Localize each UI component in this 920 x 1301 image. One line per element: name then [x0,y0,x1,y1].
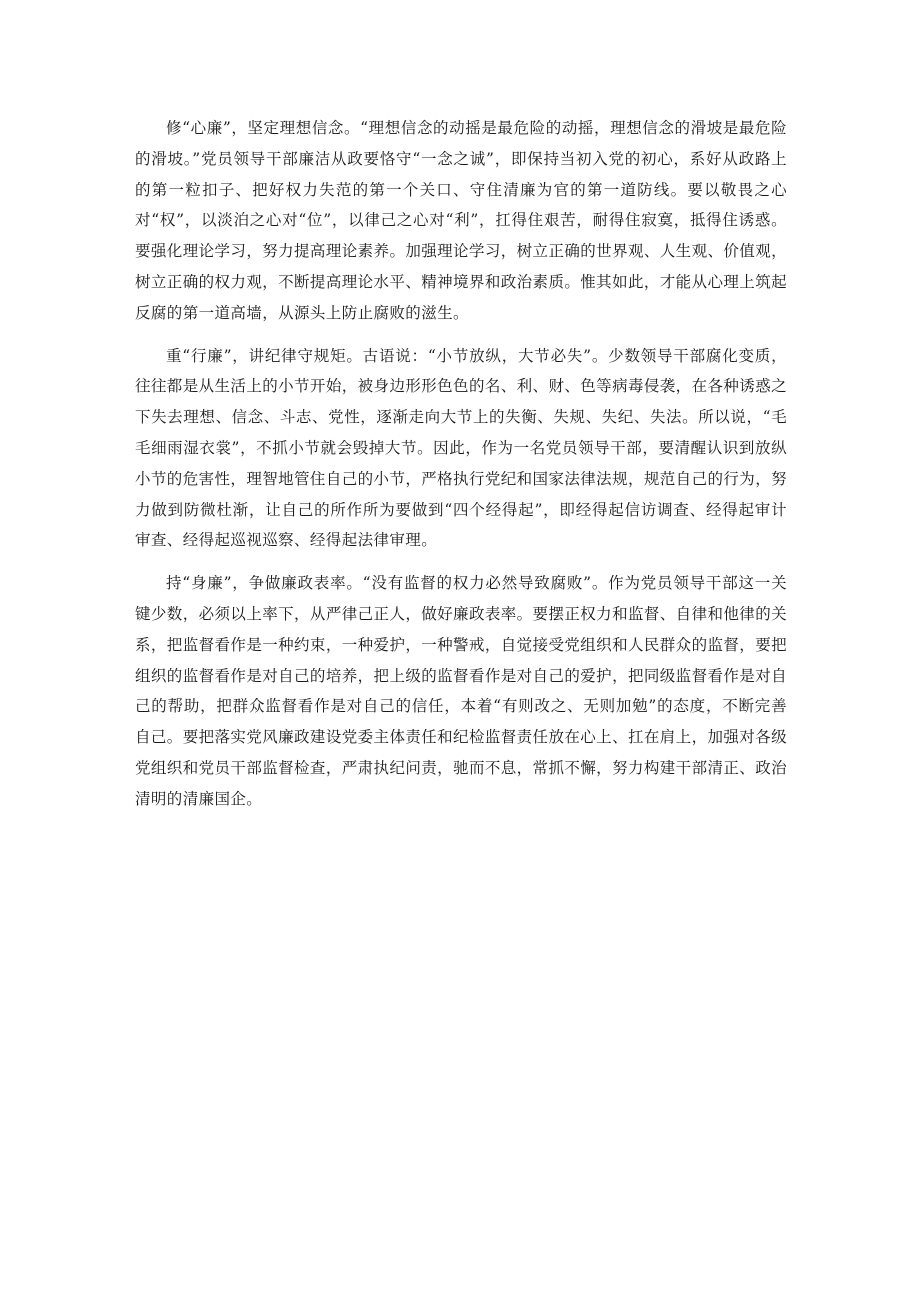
paragraph-shen-lian: 持“身廉”，争做廉政表率。“没有监督的权力必然导致腐败”。作为党员领导干部这一关键少数，必须以上率下，从严律己正人，做好廉政表率。要摆正权力和监督、自律和他律的关系，把监督看作是一种约束，一种爱护，一种警戒，自觉接受党组织和人民群众的监督，要把组织的监督看作是对自己的培养，把上级的监督看作是对自己的爱护，把同级监督看作是对自己的帮助，把群众监督看作是对自己的信任，本着“有则改之、无则加勉”的态度，不断完善自己。要把落实党风廉政建设党委主体责任和纪检监督责任放在心上、扛在肩上，加强对各级党组织和党员干部监督检查，严肃执纪问责，驰而不息，常抓不懈，努力构建干部清正、政治清明的清廉国企。 [135,574,787,808]
paragraph-xin-lian: 修“心廉”，坚定理想信念。“理想信念的动摇是最危险的动摇，理想信念的滑坡是最危险的滑坡。”党员领导干部廉洁从政要恪守“一念之诚”，即保持当初入党的初心，系好从政路上的第一粒扣子、把好权力失范的第一个关口、守住清廉为官的第一道防线。要以敬畏之心对“权”，以淡泊之心对“位”，以律己之心对“利”，扛得住艰苦，耐得住寂寞，抵得住诱惑。要强化理论学习，努力提高理论素养。加强理论学习，树立正确的世界观、人生观、价值观，树立正确的权力观，不断提高理论水平、精神境界和政治素质。惟其如此，才能从心理上筑起反腐的第一道高墙，从源头上防止腐败的滋生。 [135,119,787,322]
document-body [135,113,787,827]
paragraph-xing-lian: 重“行廉”，讲纪律守规矩。古语说：“小节放纵，大节必失”。少数领导干部腐化变质，往往都是从生活上的小节开始，被身边形形色色的名、利、财、色等病毒侵袭，在各种诱惑之下失去理想、信念、斗志、党性，逐渐走向大节上的失衡、失规、失纪、失法。所以说，“毛毛细雨湿衣裳”，不抓小节就会毁掉大节。因此，作为一名党员领导干部，要清醒认识到放纵小节的危害性，理智地管住自己的小节，严格执行党纪和国家法律法规，规范自己的行为，努力做到防微杜渐，让自己的所作所为要做到“四个经得起”，即经得起信访调查、经得起审计审查、经得起巡视巡察、经得起法律审理。 [135,346,787,550]
